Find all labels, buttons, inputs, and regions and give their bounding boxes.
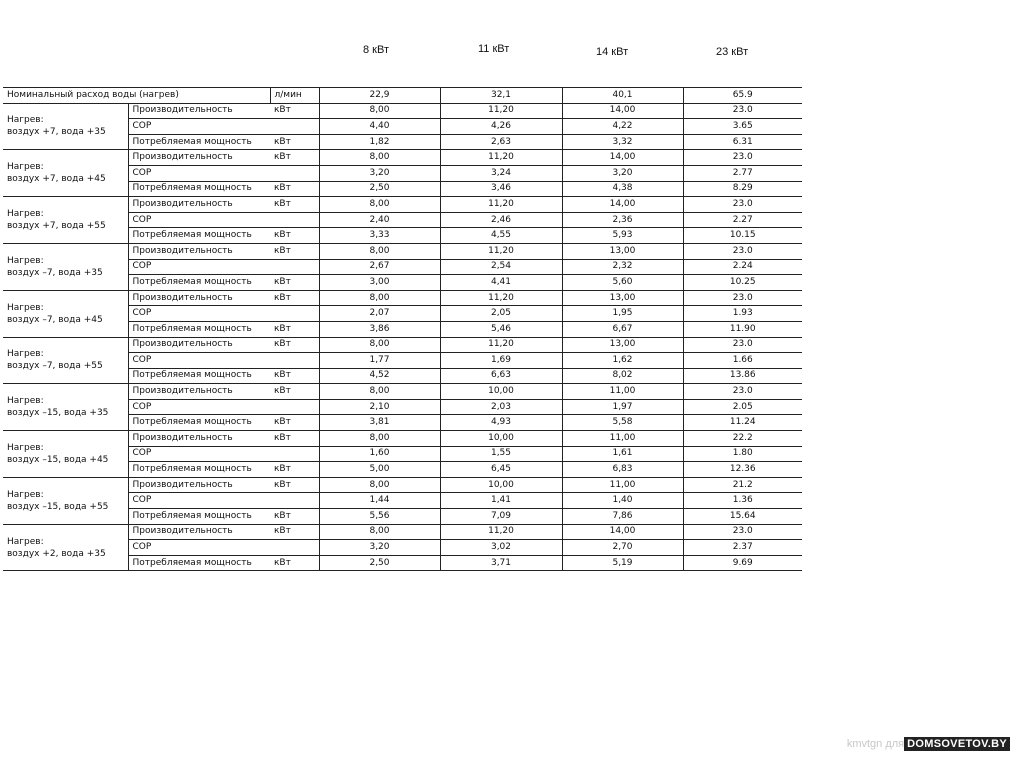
value-cell: 10,00 [440,384,562,400]
parameter-name: COP [128,165,270,181]
spec-table [3,87,802,571]
table-row [3,337,802,353]
parameter-name: COP [128,493,270,509]
parameter-unit: кВт [270,103,319,119]
value-cell: 2,50 [319,555,440,571]
table-row [3,290,802,306]
value-cell: 9.69 [683,555,802,571]
parameter-unit: кВт [270,477,319,493]
flow-value: 40,1 [562,88,683,104]
watermark-prefix: kmvtgn для [846,738,905,750]
spec-table-body [3,88,802,571]
flow-unit: л/мин [270,88,319,104]
value-cell: 3,20 [319,165,440,181]
value-cell: 1.93 [683,306,802,322]
value-cell: 2.77 [683,165,802,181]
parameter-name: Потребляемая мощность [128,181,270,197]
watermark-site: DOMSOVETOV.BY [904,737,1010,751]
parameter-name: COP [128,119,270,135]
value-cell: 2,70 [562,540,683,556]
value-cell: 23.0 [683,197,802,213]
value-cell: 14,00 [562,197,683,213]
value-cell: 4,93 [440,415,562,431]
parameter-unit: кВт [270,415,319,431]
value-cell: 10.15 [683,228,802,244]
condition-label: Нагрев: воздух +7, вода +45 [3,150,128,197]
value-cell: 22.2 [683,431,802,447]
value-cell: 2,67 [319,259,440,275]
parameter-unit: кВт [270,181,319,197]
value-cell: 8,00 [319,524,440,540]
value-cell: 8,00 [319,103,440,119]
value-cell: 4,22 [562,119,683,135]
parameter-name: Потребляемая мощность [128,462,270,478]
condition-label: Нагрев: воздух –15, вода +55 [3,477,128,524]
value-cell: 14,00 [562,150,683,166]
table-row [3,243,802,259]
value-cell: 2,10 [319,399,440,415]
value-cell: 23.0 [683,524,802,540]
value-cell: 2.37 [683,540,802,556]
value-cell: 2,54 [440,259,562,275]
value-cell: 13,00 [562,337,683,353]
value-cell: 2.05 [683,399,802,415]
value-cell: 13,00 [562,243,683,259]
table-row [3,197,802,213]
parameter-name: Потребляемая мощность [128,321,270,337]
value-cell: 5,58 [562,415,683,431]
parameter-name: COP [128,259,270,275]
parameter-name: Производительность [128,290,270,306]
table-row [3,150,802,166]
value-cell: 4,40 [319,119,440,135]
watermark [847,738,1010,750]
parameter-name: COP [128,306,270,322]
value-cell: 5,46 [440,321,562,337]
value-cell: 1,41 [440,493,562,509]
parameter-name: Потребляемая мощность [128,555,270,571]
value-cell: 3,33 [319,228,440,244]
value-cell: 6,83 [562,462,683,478]
value-cell: 1,44 [319,493,440,509]
value-cell: 10,00 [440,431,562,447]
value-cell: 11.90 [683,321,802,337]
value-cell: 12.36 [683,462,802,478]
value-cell: 1,55 [440,446,562,462]
value-cell: 13.86 [683,368,802,384]
condition-label: Нагрев: воздух –7, вода +55 [3,337,128,384]
flow-value: 65.9 [683,88,802,104]
value-cell: 7,09 [440,509,562,525]
value-cell: 2,46 [440,212,562,228]
parameter-name: Производительность [128,384,270,400]
parameter-name: Производительность [128,243,270,259]
value-cell: 8.29 [683,181,802,197]
value-cell: 1,62 [562,353,683,369]
parameter-name: COP [128,540,270,556]
value-cell: 8,00 [319,290,440,306]
column-header-14kw: 14 кВт [596,46,629,58]
parameter-name: COP [128,353,270,369]
value-cell: 1,69 [440,353,562,369]
parameter-unit: кВт [270,462,319,478]
parameter-name: Производительность [128,524,270,540]
parameter-unit [270,353,319,369]
value-cell: 11,20 [440,103,562,119]
parameter-unit: кВт [270,524,319,540]
parameter-name: Потребляемая мощность [128,275,270,291]
flow-value: 22,9 [319,88,440,104]
parameter-unit [270,165,319,181]
parameter-unit: кВт [270,290,319,306]
column-header-11kw: 11 кВт [478,43,510,55]
value-cell: 3,86 [319,321,440,337]
value-cell: 13,00 [562,290,683,306]
table-row [3,103,802,119]
value-cell: 5,93 [562,228,683,244]
value-cell: 3,46 [440,181,562,197]
condition-label: Нагрев: воздух +7, вода +35 [3,103,128,150]
value-cell: 14,00 [562,524,683,540]
parameter-unit [270,212,319,228]
parameter-name: Потребляемая мощность [128,509,270,525]
value-cell: 8,00 [319,197,440,213]
value-cell: 4,41 [440,275,562,291]
parameter-unit: кВт [270,368,319,384]
parameter-unit: кВт [270,275,319,291]
flow-row [3,88,802,104]
value-cell: 5,60 [562,275,683,291]
column-header-23kw: 23 кВт [716,46,749,58]
value-cell: 23.0 [683,103,802,119]
value-cell: 2,03 [440,399,562,415]
value-cell: 4,52 [319,368,440,384]
parameter-unit [270,399,319,415]
parameter-name: Производительность [128,197,270,213]
value-cell: 3,32 [562,134,683,150]
parameter-unit: кВт [270,431,319,447]
parameter-unit [270,540,319,556]
parameter-unit [270,259,319,275]
value-cell: 11,20 [440,150,562,166]
value-cell: 4,26 [440,119,562,135]
condition-label: Нагрев: воздух –7, вода +45 [3,290,128,337]
value-cell: 2,07 [319,306,440,322]
parameter-name: COP [128,399,270,415]
value-cell: 21.2 [683,477,802,493]
value-cell: 1,40 [562,493,683,509]
parameter-name: Производительность [128,477,270,493]
value-cell: 11,20 [440,290,562,306]
parameter-unit: кВт [270,384,319,400]
value-cell: 14,00 [562,103,683,119]
condition-label: Нагрев: воздух +7, вода +55 [3,197,128,244]
value-cell: 11,20 [440,197,562,213]
value-cell: 8,00 [319,243,440,259]
value-cell: 8,00 [319,337,440,353]
value-cell: 1,95 [562,306,683,322]
condition-label: Нагрев: воздух –15, вода +35 [3,384,128,431]
value-cell: 10,00 [440,477,562,493]
value-cell: 1,77 [319,353,440,369]
value-cell: 5,00 [319,462,440,478]
parameter-name: COP [128,212,270,228]
value-cell: 8,00 [319,384,440,400]
value-cell: 3,81 [319,415,440,431]
parameter-unit [270,493,319,509]
flow-value: 32,1 [440,88,562,104]
value-cell: 6,63 [440,368,562,384]
value-cell: 8,00 [319,150,440,166]
parameter-name: Потребляемая мощность [128,228,270,244]
parameter-name: Производительность [128,337,270,353]
value-cell: 1,82 [319,134,440,150]
value-cell: 7,86 [562,509,683,525]
parameter-unit: кВт [270,150,319,166]
table-row [3,477,802,493]
value-cell: 1.80 [683,446,802,462]
parameter-unit: кВт [270,243,319,259]
value-cell: 3,20 [562,165,683,181]
condition-label: Нагрев: воздух –15, вода +45 [3,431,128,478]
value-cell: 11,20 [440,524,562,540]
parameter-unit: кВт [270,134,319,150]
value-cell: 23.0 [683,243,802,259]
value-cell: 2.24 [683,259,802,275]
value-cell: 23.0 [683,337,802,353]
parameter-unit [270,119,319,135]
value-cell: 5,19 [562,555,683,571]
value-cell: 11,00 [562,431,683,447]
flow-label: Номинальный расход воды (нагрев) [3,88,270,104]
condition-label: Нагрев: воздух –7, вода +35 [3,243,128,290]
column-header-8kw: 8 кВт [363,44,389,56]
value-cell: 3.65 [683,119,802,135]
parameter-name: Потребляемая мощность [128,134,270,150]
parameter-unit [270,306,319,322]
value-cell: 1,97 [562,399,683,415]
value-cell: 8,00 [319,431,440,447]
value-cell: 4,38 [562,181,683,197]
parameter-name: Потребляемая мощность [128,415,270,431]
value-cell: 2,40 [319,212,440,228]
value-cell: 8,00 [319,477,440,493]
value-cell: 23.0 [683,290,802,306]
value-cell: 5,56 [319,509,440,525]
value-cell: 11,20 [440,337,562,353]
parameter-name: Производительность [128,431,270,447]
parameter-name: Потребляемая мощность [128,368,270,384]
table-row [3,384,802,400]
value-cell: 15.64 [683,509,802,525]
value-cell: 1.66 [683,353,802,369]
value-cell: 2,05 [440,306,562,322]
value-cell: 3,71 [440,555,562,571]
parameter-name: Производительность [128,150,270,166]
value-cell: 1,60 [319,446,440,462]
table-row [3,524,802,540]
value-cell: 2,50 [319,181,440,197]
value-cell: 23.0 [683,384,802,400]
table-row [3,431,802,447]
value-cell: 10.25 [683,275,802,291]
value-cell: 2,36 [562,212,683,228]
value-cell: 11,00 [562,384,683,400]
value-cell: 2,32 [562,259,683,275]
value-cell: 23.0 [683,150,802,166]
value-cell: 3,24 [440,165,562,181]
value-cell: 11,20 [440,243,562,259]
value-cell: 11,00 [562,477,683,493]
parameter-unit [270,446,319,462]
parameter-name: Производительность [128,103,270,119]
value-cell: 11.24 [683,415,802,431]
parameter-name: COP [128,446,270,462]
value-cell: 3,02 [440,540,562,556]
value-cell: 8,02 [562,368,683,384]
parameter-unit: кВт [270,228,319,244]
parameter-unit: кВт [270,337,319,353]
parameter-unit: кВт [270,197,319,213]
value-cell: 2.27 [683,212,802,228]
value-cell: 1.36 [683,493,802,509]
value-cell: 6.31 [683,134,802,150]
value-cell: 6,45 [440,462,562,478]
value-cell: 6,67 [562,321,683,337]
value-cell: 4,55 [440,228,562,244]
value-cell: 1,61 [562,446,683,462]
parameter-unit: кВт [270,555,319,571]
parameter-unit: кВт [270,321,319,337]
parameter-unit: кВт [270,509,319,525]
condition-label: Нагрев: воздух +2, вода +35 [3,524,128,571]
value-cell: 3,20 [319,540,440,556]
value-cell: 3,00 [319,275,440,291]
value-cell: 2,63 [440,134,562,150]
